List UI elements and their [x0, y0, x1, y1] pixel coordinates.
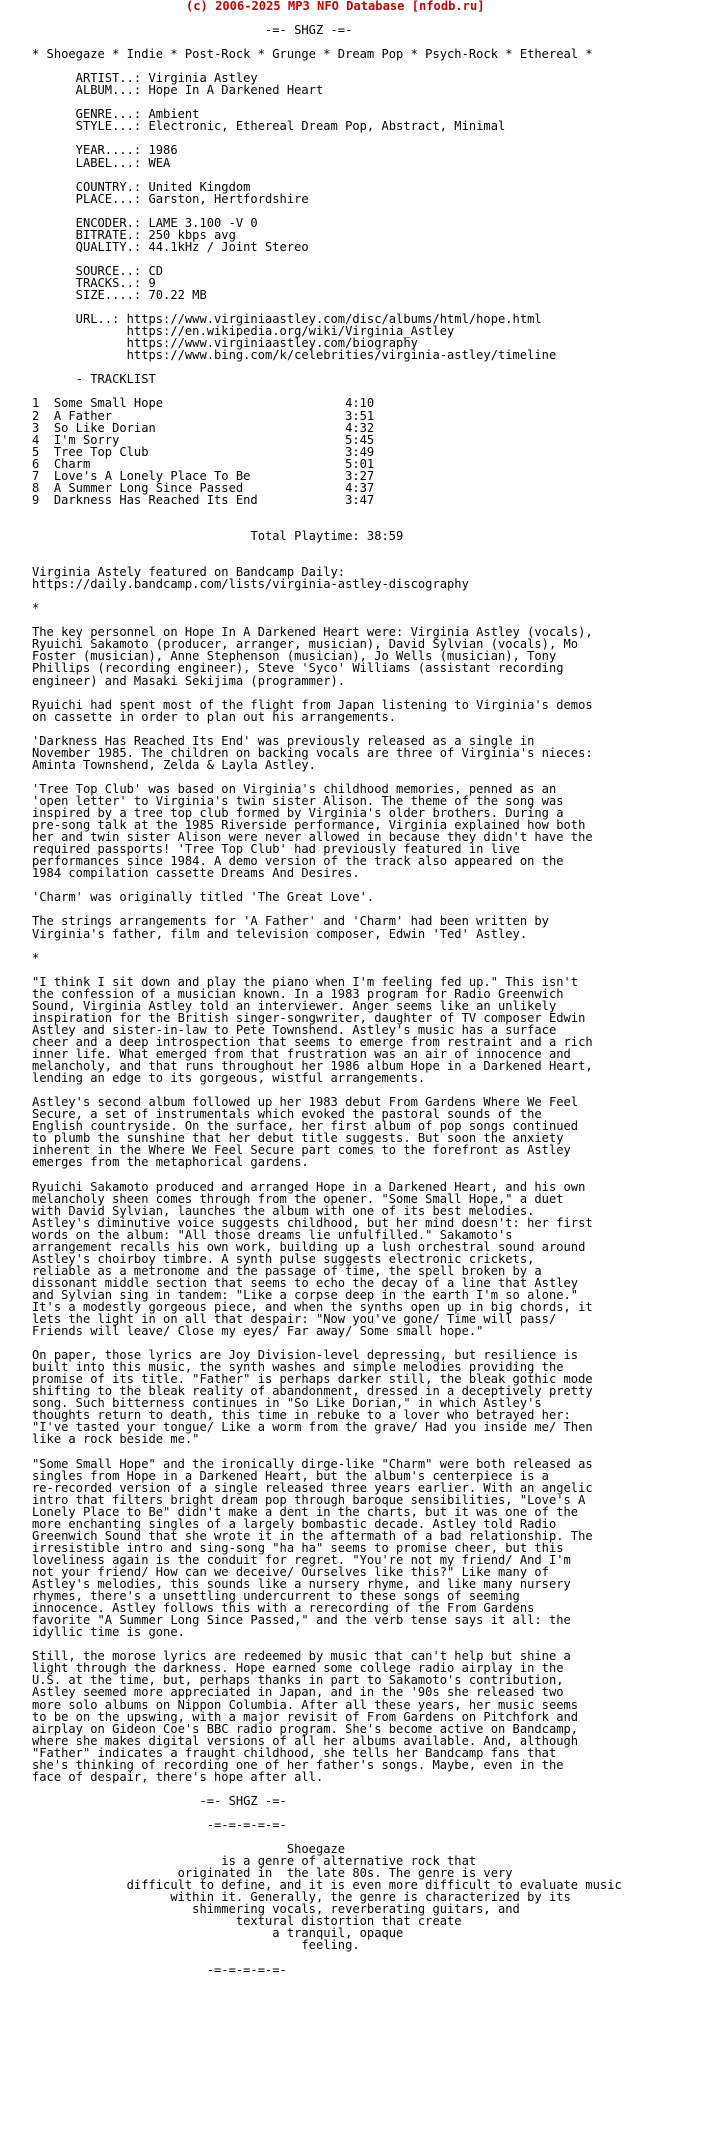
url-link[interactable]: https://www.bing.com/k/celebrities/virginia-astley/timeline: [126, 348, 557, 363]
url-link[interactable]: https://www.virginiaastley.com/biography: [126, 336, 418, 351]
source-value: CD: [148, 263, 164, 278]
tracklist-heading: [32, 373, 622, 397]
track-title: Tree Top Club: [53, 444, 149, 459]
separator-star: *: [32, 950, 40, 965]
genres-line: * Shoegaze * Indie * Post-Rock * Grunge * Dream Pop * Psych-Rock * Ethereal *: [32, 47, 593, 62]
track-number: 5: [32, 444, 40, 459]
track-title: Charm: [53, 456, 91, 471]
track-time: 3:51: [345, 408, 375, 423]
size-value: 70.22 MB: [148, 288, 207, 303]
track-row: [32, 422, 622, 434]
track-time: 3:47: [345, 492, 375, 507]
track-title: Some Small Hope: [53, 396, 164, 411]
country-value: United Kingdom: [148, 179, 251, 194]
tracklist-title: - TRACKLIST: [75, 372, 156, 387]
track-number: 8: [32, 480, 40, 495]
album-value: Hope In A Darkened Heart: [148, 83, 324, 98]
track-number: 3: [32, 420, 40, 435]
track-number: 7: [32, 468, 40, 483]
style-value: Electronic, Ethereal Dream Pop, Abstract, Minimal: [148, 119, 506, 134]
nfo-header: [32, 24, 622, 72]
track-title: Darkness Has Reached Its End: [53, 492, 258, 507]
bitrate-value: 250 kbps avg: [148, 227, 236, 242]
track-row: [32, 446, 622, 458]
track-number: 2: [32, 408, 40, 423]
url-link[interactable]: https://www.virginiaastley.com/disc/albums/html/hope.html: [126, 312, 542, 327]
track-number: 9: [32, 492, 40, 507]
genre-value: Ambient: [148, 107, 200, 122]
url-link[interactable]: https://en.wikipedia.org/wiki/Virginia_Astley: [126, 324, 455, 339]
track-time: 3:27: [345, 468, 375, 483]
footer-divider: -=-=-=-=-=-: [206, 1817, 287, 1832]
shoegaze-definition: Shoegaze is a genre of alternative rock that originated in the late 80s. The genre is very difficult to define, and it is even more difficult to evaluate music within it. Generally, the genre is characterized by its shimmering vocals, reverberating guitars, and textural distortion that create a tranquil, opaque feeling.: [126, 1842, 622, 1953]
release-info: ARTIST..: Virginia Astley ALBUM...: Hope In A Darkened Heart GENRE...: Ambient STYLE...: Electronic, Ethereal Dream Pop, Abstract, Minimal YEAR....: 1986 LABEL...: WEA COUNTRY.: United Kingdom PLACE...: Garston, Hertfordshire ENCODER.: LAME 3.100 -V 0 BITRATE.: 250 kbps avg QUALITY.: 44.1kHz / Joint Stereo SOURCE..: CD TRACKS..: 9 SIZE....: 70.22 MB: [32, 71, 506, 303]
label-value: WEA: [148, 155, 171, 170]
track-number: 4: [32, 432, 40, 447]
track-title: I'm Sorry: [53, 432, 120, 447]
bandcamp-link[interactable]: https://daily.bandcamp.com/lists/virginia-astley-discography: [32, 577, 469, 592]
track-time: 4:37: [345, 480, 375, 495]
url-block: URL..: https://www.virginiaastley.com/disc/albums/html/hope.html https://en.wikipedia.org/wiki/Virginia_Astley https://www.virginiaastley.com/biography https://www.bing.com/k/celebrities/virginia-astley/timeline: [32, 312, 557, 363]
track-time: 5:45: [345, 432, 375, 447]
track-row: [32, 494, 622, 506]
group-tag-top: -=- SHGZ -=-: [265, 23, 353, 37]
track-title: A Father: [53, 408, 113, 423]
footer-divider: -=-=-=-=-=-: [206, 1962, 287, 1977]
track-time: 4:32: [345, 420, 375, 435]
notes-review: "I think I sit down and play the piano when I'm feeling fed up." This isn't the confession of a musician known. In a 1983 program for Radio Greenwich Sound, Virginia Astley told an interviewer. Anger seems like an unlikely inspiration for the British singer-songwriter, daughter of TV composer Edwin Astley and sister-in-law to Pete Townshend. Astley's music has a surface cheer and a deep introspection that seems to emerge from restraint and a rich inner life. What emerged from that frustration was an air of innocence and melancholy, and that runs throughout her 1986 album Hope in a Darkened Heart, lending an edge to its gorgeous, wistful arrangements. Astley's second album followed up her 1983 debut From Gardens Where We Feel Secure, a set of instrumentals which evoked the pastoral sounds of the English countryside. On the surface, her first album of pop songs continued to plumb the sunshine that her debut title suggests. But soon the anxiety inherent in the Where We Feel Secure part comes to the forefront as Astley emerges from the metaphorical gardens. Ryuichi Sakamoto produced and arranged Hope in a Darkened Heart, and his own melancholy sheen comes through from the opener. "Some Small Hope," a duet with David Sylvian, launches the album with one of its best melodies. Astley's diminutive voice suggests childhood, but her mind doesn't: her first words on the album: "All those dreams lie unfulfilled." Sakamoto's arrangement recalls his own work, building up a lush orchestral sound around Astley's choirboy timbre. A synth pulse suggests electronic crickets, reliable as a metronome and the passage of time, the spell broken by a dissonant middle section that seems to echo the decay of a line that Astley and Sylvian sing in tandem: "Like a corpse deep in the earth I'm so alone." It's a modestly gorgeous piece, and when the synths open up in big chords, it lets the light in on all that despair: "Now you've gone/ Time will pass/ Friends will leave/ Close my eyes/ Far away/ Some small hope." On paper, those lyrics are Joy Division-level depressing, but resilience is built into this music, the synth washes and simple melodies providing the promise of its title. "Father" is perhaps darker still, the bleak gothic mode shifting to the bleak reality of abandonment, dressed in a deceptively pretty song. Such bitterness continues in "So Like Dorian," in which Astley's thoughts return to death, this time in rebuke to a lover who betrayed her: "I've tasted your tongue/ Like a worm from the grave/ Had you inside me/ Then like a rock beside me." "Some Small Hope" and the ironically dirge-like "Charm" were both released as singles from Hope in a Darkened Heart, but the album's centerpiece is a re-recorded version of a single released three years earlier. With an angelic intro that filters bright dream pop through baroque sensibilities, "Love's A Lonely Place to Be" didn't make a dent in the charts, but it was one of the more enchanting singles of a largely bombastic decade. Astley told Radio Greenwich Sound that she wrote it in the aftermath of a bad relationship. The irresistible intro and sing-song "ha ha" seems to promise cheer, but this loveliness again is the conduit for regret. "You're not my friend/ And I'm not your friend/ How can we deceive/ Ourselves like this?" Like many of Astley's melodies, this sounds like a nursery rhyme, and like many nursery rhymes, there's a unsettling undercurrent to these songs of seeming innocence. Astley follows this with a rerecording of the From Gardens favorite "A Summer Long Since Passed," and the verb tense says it all: the idyllic time is gone. Still, the morose lyrics are redeemed by music that can't help but shine a light through the darkness. Hope earned some college radio airplay in the U.S. at the time, but, perhaps thanks in part to Sakamoto's contribution, Astley seemed more appreciated in Japan, and in the '90s she released two more solo albums on Nippon Columbia. After all these years, her music seems to be on the upswing, with a major revisit of From Gardens on Pitchfork and airplay on Gideon Coe's BBC radio program. She's become active on Bandcamp, where she makes digital versions of all her albums available. And, although "Father" indicates a fraught childhood, she tells her Bandcamp fans that she's thinking of recording one of her father's songs. Maybe, even in the face of despair, there's hope after all.: [32, 974, 593, 1784]
separator-star: *: [32, 601, 40, 616]
track-number: 6: [32, 456, 40, 471]
quality-value: 44.1kHz / Joint Stereo: [148, 239, 309, 254]
encoder-value: LAME 3.100 -V 0: [148, 215, 258, 230]
track-time: 5:01: [345, 456, 375, 471]
total-playtime-block: [32, 506, 622, 566]
artist-value: Virginia Astley: [148, 71, 258, 86]
group-tag-bottom: -=- SHGZ -=-: [199, 1793, 287, 1808]
year-value: 1986: [148, 143, 178, 158]
nfo-body: [32, 24, 622, 1976]
bandcamp-block: [32, 566, 622, 602]
bandcamp-text: Virginia Astely featured on Bandcamp Daily:: [32, 565, 346, 580]
track-title: Love's A Lonely Place To Be: [53, 468, 251, 483]
track-title: A Summer Long Since Passed: [53, 480, 244, 495]
notes-personnel: The key personnel on Hope In A Darkened Heart were: Virginia Astley (vocals), Ryuichi Sakamoto (producer, arranger, musician), David Sylvian (vocals), Mo Foster (musician), Anne Stephenson (musician), Jo Wells (musician), Tony Phillips (recording engineer), Steve 'Syco' Williams (assistant recording engineer) and Masaki Sekijima (programmer). Ryuichi had spent most of the flight from Japan listening to Virginia's demos on cassette in order to plan out his arrangements. 'Darkness Has Reached Its End' was previously released as a single in November 1985. The children on backing vocals are three of Virginia's nieces: Aminta Townshend, Zelda & Layla Astley. 'Tree Top Club' was based on Virginia's childhood memories, penned as an 'open letter' to Virginia's twin sister Alison. The theme of the song was inspired by a tree top club formed by Virginia's older brothers. During a pre-song talk at the 1985 Riverside performance, Virginia explained how both her and twin sister Alison were never allowed in because they didn't have the required passports! 'Tree Top Club' had previously featured in live performances since 1984. A demo version of the track also appeared on the 1984 compilation cassette Dreams And Desires. 'Charm' was originally titled 'The Great Love'. The strings arrangements for 'A Father' and 'Charm' had been written by Virginia's father, film and television composer, Edwin 'Ted' Astley.: [32, 625, 593, 941]
footer-block: [32, 1783, 622, 1843]
track-title: So Like Dorian: [53, 420, 156, 435]
footer-end: [32, 1952, 622, 1976]
total-playtime: Total Playtime: 38:59: [250, 528, 404, 543]
credit-line: (c) 2006-2025 MP3 NFO Database [nfodb.ru]: [186, 0, 485, 13]
track-row: [32, 397, 622, 409]
tracklist: [32, 397, 622, 505]
tracks-value: 9: [148, 275, 156, 290]
track-time: 4:10: [345, 396, 375, 411]
place-value: Garston, Hertfordshire: [148, 191, 309, 206]
track-time: 3:49: [345, 444, 375, 459]
track-number: 1: [32, 396, 40, 411]
